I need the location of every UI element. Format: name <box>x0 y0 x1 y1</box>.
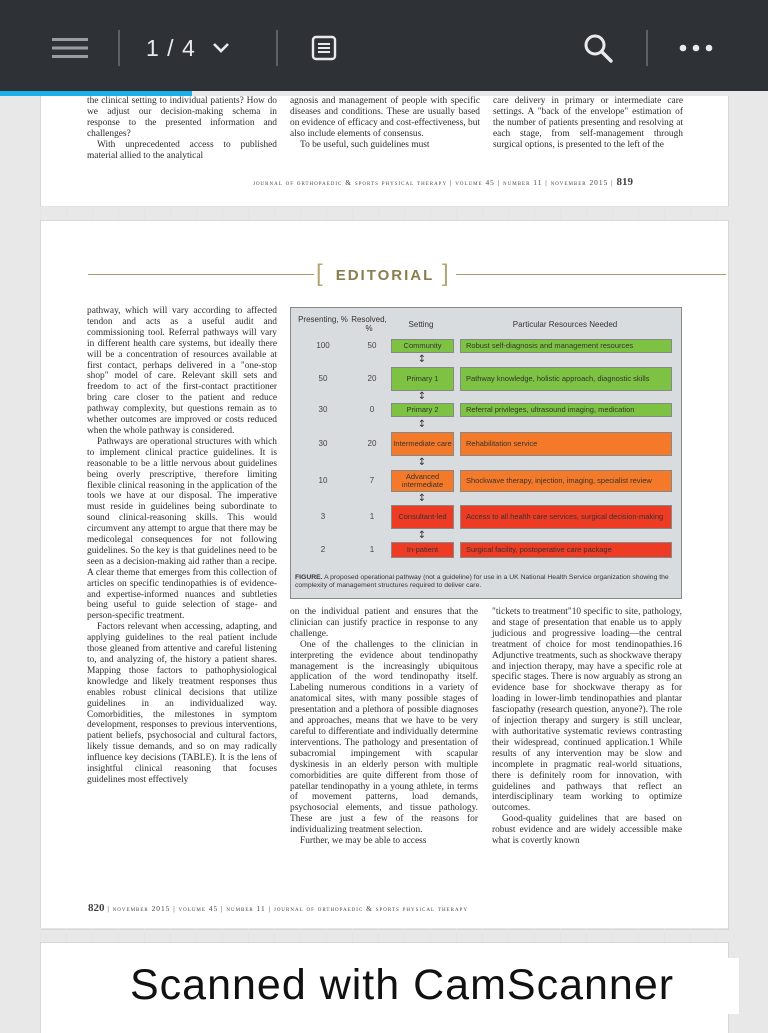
resources-cell: Referral privileges, ultrasound imaging, medication <box>460 403 672 417</box>
page-number: 819 <box>616 176 633 188</box>
page-819-column-1 <box>87 96 277 161</box>
page-gap <box>40 206 728 220</box>
bracket-left: [ <box>316 260 323 287</box>
figure-caption <box>295 574 675 590</box>
setting-cell: Primary 2 <box>391 403 454 417</box>
page-footer <box>88 902 468 914</box>
paragraph: the clinical setting to individual patients? How do we adjust our decision-making schema in response to the presented information and challenges? <box>87 96 277 139</box>
presenting-value: 10 <box>318 476 328 485</box>
resources-cell: Rehabilitation service <box>460 432 672 456</box>
page-819-column-3 <box>493 96 683 151</box>
more-horizontal-icon[interactable] <box>676 36 716 60</box>
editorial-rule-right <box>456 274 726 275</box>
presenting-value: 3 <box>320 512 326 521</box>
paragraph: To be useful, such guidelines must <box>300 139 430 150</box>
presenting-value: 100 <box>316 341 330 350</box>
paragraph: on the individual patient and ensures that the clinician can justify practice in response to any challenge. <box>290 607 478 639</box>
bracket-right: ] <box>442 260 449 287</box>
document-page-819 <box>40 96 729 207</box>
paragraph: agnosis and management of people with specific diseases and conditions. These are usually based on evidence of efficacy and cost-effectiveness, but also include elements of consensus. <box>290 96 480 139</box>
resources-cell: Robust self-diagnosis and management resources <box>460 339 672 353</box>
resources-cell: Surgical facility, postoperative care package <box>460 542 672 558</box>
toolbar-divider <box>646 30 648 66</box>
paragraph: Pathways are operational structures with which to implement clinical practice guidelines. It is reasonable to be a little nervous about guidelines being overly prescriptive, therefore limiting flexible clinical reasoning in the application of the tools we have at our disposal. The imperative must reside in guidelines being subordinate to sound clinical-reasoning skills. This would circumvent any attempt to argue that there may be medicolegal consequences for not following guidelines. So the key is that guidelines need to be seen as a decision-making aid rather than a recipe. A clear theme that emerges from this collection of articles on specific tendinopathies is of evidence- and expertise-informed nuances and subtleties being useful to guide selection of stage- and person-specific treatment. <box>87 436 277 622</box>
updown-arrow-icon: ↕ <box>417 418 427 430</box>
caption-text: A proposed operational pathway (not a guideline) for use in a UK National Health Service organization showing the complexity of management structures required to deliver care. <box>295 574 669 589</box>
paragraph: pathway, which will vary according to affected tendon and acts as a useful audit and commissioning tool. Referral pathways will vary in different health care systems, but ideally there will be a concentration of resources available at first contact, perhaps delivered in a "one-stop shop" model of care. Relevant skill sets and freedom to act of the first-contact practitioner bring care closer to the patient and reduce pathway complexity, but questions remain as to whether outcomes are improved or costs reduced when the whole pathway is considered. <box>87 306 277 436</box>
header-resolved: Resolved, % <box>351 315 387 333</box>
page-820-column-2 <box>290 607 478 847</box>
paragraph: care delivery in primary or intermediate care settings. A "back of the envelope" estimation of the number of patients presenting and resolving at each stage, from self-management through surgical options, is presented to the left of the <box>493 96 683 150</box>
presenting-value: 50 <box>318 374 328 383</box>
presenting-value: 30 <box>318 439 328 448</box>
viewer-toolbar <box>0 0 768 91</box>
page-820-column-3 <box>492 607 682 847</box>
page-indicator: 1 / 4 <box>146 34 196 61</box>
resolved-value: 7 <box>369 476 375 485</box>
resolved-value: 1 <box>369 512 375 521</box>
resolved-value: 0 <box>369 405 375 414</box>
section-label: EDITORIAL <box>335 266 435 284</box>
header-setting: Setting <box>408 320 434 329</box>
resolved-value: 20 <box>367 374 377 383</box>
setting-cell: Primary 1 <box>391 367 454 391</box>
editorial-rule-left <box>88 274 314 275</box>
paragraph: "tickets to treatment"10 specific to site, pathology, and stage of presentation that enable us to apply judicious and progressive loading—the central treatment of choice for most tendinopathies.16 Adjunctive treatments, such as shockwave therapy and injection therapy, may have a specific role at specific stages. There is now arguably as strong an evidence base for shockwave therapy as for loading in lower-limb tendinopathies and plantar fasciopathy (research question, anyone?). The role of injection therapy and surgery is still unclear, with authoritative systematic reviews contrasting their widespread, continued application.1 While results of any intervention may be slow and incomplete in pragmatic real-world situations, there is definitely room for innovation, with guidelines and pathways that reflect an interdisciplinary team working to optimize outcomes. <box>492 607 682 814</box>
setting-cell: Community <box>391 339 454 353</box>
page-selector[interactable] <box>146 30 230 66</box>
updown-arrow-icon: ↕ <box>417 492 427 504</box>
camscanner-watermark: Scanned with CamScanner <box>130 961 675 1009</box>
resolved-value: 1 <box>369 545 375 554</box>
presenting-value: 30 <box>318 405 328 414</box>
page-number: 820 <box>88 902 105 914</box>
paragraph: Good-quality guidelines that are based on robust evidence and are widely accessible make what is covertly known <box>492 814 682 847</box>
presenting-value: 2 <box>320 545 326 554</box>
page-819-column-2 <box>290 96 480 151</box>
page-820-column-1 <box>87 306 277 786</box>
paragraph: Further, we may be able to access <box>300 836 427 847</box>
page-footer <box>253 176 633 188</box>
toolbar-divider <box>118 30 120 66</box>
caption-label: FIGURE. <box>295 574 323 581</box>
chevron-down-icon <box>212 42 230 54</box>
resources-cell: Access to all health care services, surgical decision-making <box>460 505 672 529</box>
toolbar-divider <box>276 30 278 66</box>
setting-cell: Consultant-led <box>391 505 454 529</box>
paragraph: Factors relevant when accessing, adapting, and applying guidelines to the real patient include those gleaned from attentive and careful listening to, and analyzing of, the history a patient shares. Mapping those factors to pathophysiological knowledge and likely treatment responses thus enables robust clinical decisions that utilize guidelines in an individualized way. Comorbidities, the milestones in symptom development, responses to previous interventions, patient beliefs, psychosocial and cultural factors, likely tissue demands, and so on may radically influence key decisions (TABLE). It is the lens of insightful clinical reasoning that focuses guidelines most effectively <box>87 622 277 785</box>
header-resources: Particular Resources Needed <box>512 320 618 329</box>
updown-arrow-icon: ↕ <box>417 457 427 468</box>
updown-arrow-icon: ↕ <box>417 354 427 365</box>
resolved-value: 50 <box>367 341 377 350</box>
resources-cell: Pathway knowledge, holistic approach, diagnostic skills <box>460 367 672 391</box>
page-gap <box>40 928 728 942</box>
search-icon[interactable] <box>580 32 616 64</box>
updown-arrow-icon: ↕ <box>417 529 427 541</box>
footer-text: journal of orthopaedic & sports physical therapy | volume 45 | number 11 | november 2015 | <box>253 178 614 187</box>
resources-cell: Shockwave therapy, injection, imaging, specialist review <box>460 470 672 492</box>
setting-cell: Intermediate care <box>391 432 454 456</box>
paragraph: One of the challenges to the clinician in interpreting the evidence about tendinopathy management is the increasingly ubiquitous application of the word tendinopathy itself. Labeling numerous conditions in a variety of anatomical sites, with many possible stages of presentation and a plethora of possible diagnoses and approaches, means that we have to be very careful to differentiate and individually determine interventions. The pathology and presentation of subacromial impingement with scapular dyskinesis in an elderly person with multiple comorbidities are quite different from those of patellar tendinopathy in a young athlete, in terms of movement patterns, load demands, psychosocial elements, and tissue pathology. These are just a few of the reasons for individualizing treatment selection. <box>290 639 478 836</box>
pathway-figure <box>290 307 682 599</box>
header-presenting: Presenting, % <box>298 315 348 324</box>
resolved-value: 20 <box>367 439 377 448</box>
setting-cell: Advanced intermediate <box>391 470 454 492</box>
updown-arrow-icon: ↕ <box>417 391 427 402</box>
document-outline-icon[interactable] <box>308 33 340 63</box>
footer-text: | november 2015 | volume 45 | number 11 | journal of orthopaedic & sports physical therapy <box>107 904 468 913</box>
paragraph: With unprecedented access to published material allied to the analytical <box>87 139 277 161</box>
setting-cell: In-patient <box>391 542 454 558</box>
hamburger-menu-icon[interactable] <box>52 34 88 62</box>
